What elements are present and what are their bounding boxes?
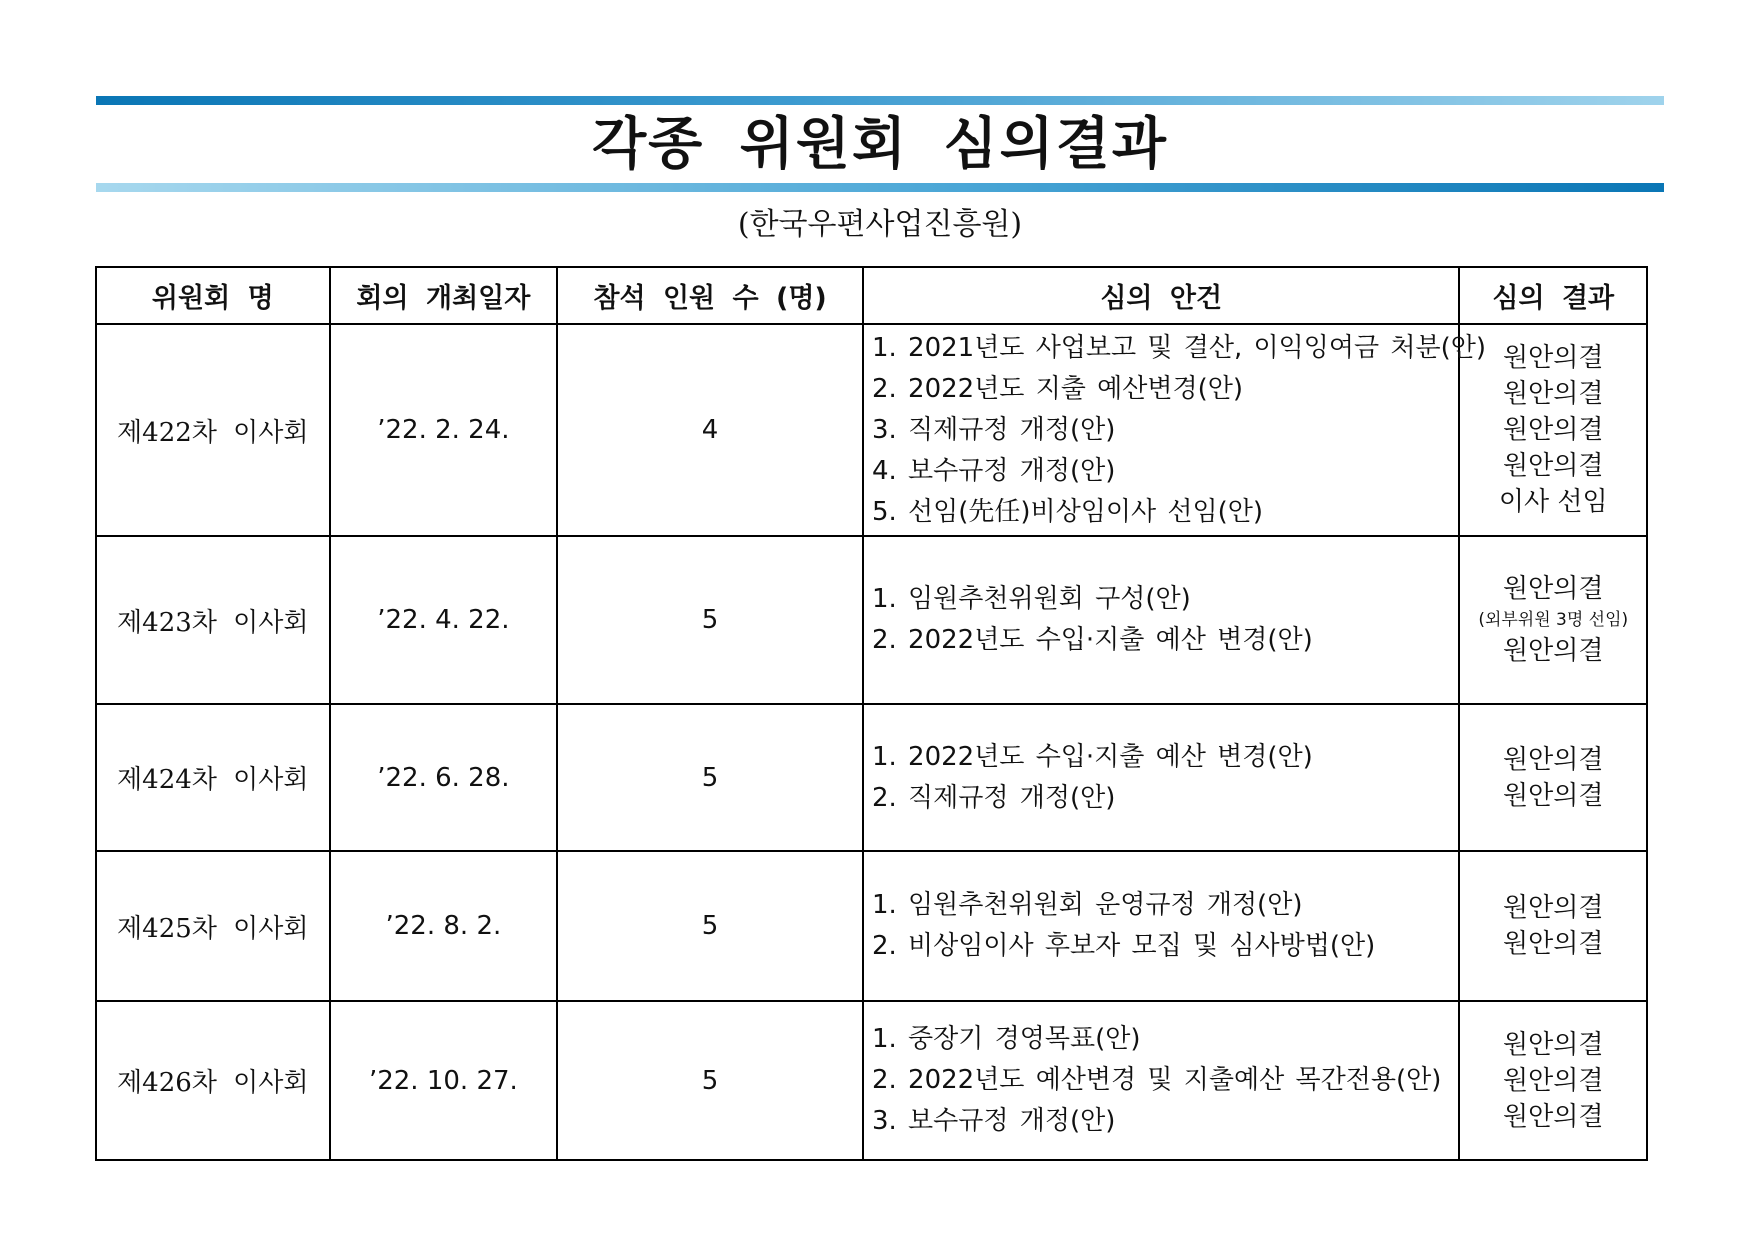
meeting-date-cell: ’22. 2. 24. (330, 324, 558, 536)
attendee-count-cell: 5 (557, 1001, 863, 1160)
result-item: 원안의결 (1503, 574, 1604, 604)
agenda-item: 2. 2022년도 지출 예산변경(안) (871, 373, 1244, 404)
attendee-count-cell: 5 (557, 536, 863, 704)
agenda-item: 2. 2022년도 예산변경 및 지출예산 목간전용(안) (871, 1065, 1442, 1095)
agenda-cell (863, 536, 1460, 704)
agenda-item: 1. 임원추천위원회 운영규정 개정(안) (871, 890, 1303, 920)
table-header-row (96, 267, 1647, 324)
result-item: 원안의결 (1503, 451, 1604, 481)
attendee-count-cell: 4 (557, 324, 863, 536)
agenda-item: 2. 2022년도 수입·지출 예산 변경(안) (871, 625, 1313, 655)
header-result: 심의 결과 (1459, 267, 1647, 324)
table-row (96, 704, 1647, 851)
title-top-rule (96, 96, 1664, 105)
agenda-item: 2. 직제규정 개정(안) (871, 782, 1116, 813)
agenda-cell (863, 324, 1487, 536)
agenda-cell (863, 704, 1460, 851)
result-item: 원안의결 (1503, 343, 1604, 373)
table-row (96, 324, 1647, 536)
result-item: 원안의결 (1503, 780, 1604, 811)
committee-name-cell: 제423차 이사회 (96, 536, 330, 704)
result-cell (1459, 851, 1647, 1001)
meeting-date-cell: ’22. 4. 22. (330, 536, 558, 704)
agenda-item: 1. 2022년도 수입·지출 예산 변경(안) (871, 741, 1313, 772)
committee-name-cell: 제422차 이사회 (96, 324, 330, 536)
result-cell (1459, 704, 1647, 851)
result-item: 원안의결 (1503, 415, 1604, 445)
agenda-item: 3. 보수규정 개정(안) (871, 1106, 1116, 1136)
result-item: 이사 선임 (1498, 487, 1608, 517)
agenda-item: 4. 보수규정 개정(안) (871, 455, 1116, 486)
result-item: 원안의결 (1503, 929, 1604, 959)
agenda-item: 2. 비상임이사 후보자 모집 및 심사방법(안) (871, 931, 1376, 961)
committee-name-cell: 제425차 이사회 (96, 851, 330, 1001)
agenda-cell (863, 851, 1460, 1001)
result-item: 원안의결 (1503, 636, 1604, 666)
header-attendee-count: 참석 인원 수 (명) (557, 267, 863, 324)
agenda-item: 1. 2021년도 사업보고 및 결산, 이익잉여금 처분(안) (871, 332, 1487, 363)
title-bottom-rule (96, 183, 1664, 192)
agenda-cell (863, 1001, 1460, 1160)
document-subtitle: (한국우편사업진흥원) (737, 207, 1023, 242)
agenda-item: 5. 선임(先任)비상임이사 선임(안) (871, 496, 1264, 527)
result-item: 원안의결 (1503, 1101, 1604, 1132)
meeting-date-cell: ’22. 8. 2. (330, 851, 558, 1001)
result-item: 원안의결 (1503, 379, 1604, 409)
header-agenda: 심의 안건 (863, 267, 1460, 324)
table-row (96, 1001, 1647, 1160)
result-note: (외부위원 3명 선임) (1478, 610, 1629, 630)
meeting-date-cell: ’22. 6. 28. (330, 704, 558, 851)
agenda-item: 1. 중장기 경영목표(안) (871, 1024, 1141, 1054)
agenda-item: 1. 임원추천위원회 구성(안) (871, 584, 1191, 614)
header-meeting-date: 회의 개최일자 (330, 267, 558, 324)
meeting-date-cell: ’22. 10. 27. (330, 1001, 558, 1160)
result-cell (1459, 536, 1647, 704)
result-cell (1459, 324, 1647, 536)
attendee-count-cell: 5 (557, 851, 863, 1001)
result-item: 원안의결 (1503, 744, 1604, 775)
committee-name-cell: 제426차 이사회 (96, 1001, 330, 1160)
committee-name-cell: 제424차 이사회 (96, 704, 330, 851)
result-item: 원안의결 (1503, 893, 1604, 923)
document-title: 각종 위원회 심의결과 (592, 112, 1168, 177)
header-committee-name: 위원회 명 (96, 267, 330, 324)
agenda-item: 3. 직제규정 개정(안) (871, 414, 1116, 445)
result-item: 원안의결 (1503, 1029, 1604, 1060)
result-item: 원안의결 (1503, 1065, 1604, 1096)
table-row (96, 851, 1647, 1001)
result-cell (1459, 1001, 1647, 1160)
attendee-count-cell: 5 (557, 704, 863, 851)
deliberation-results-table (95, 266, 1648, 1161)
table-row (96, 536, 1647, 704)
